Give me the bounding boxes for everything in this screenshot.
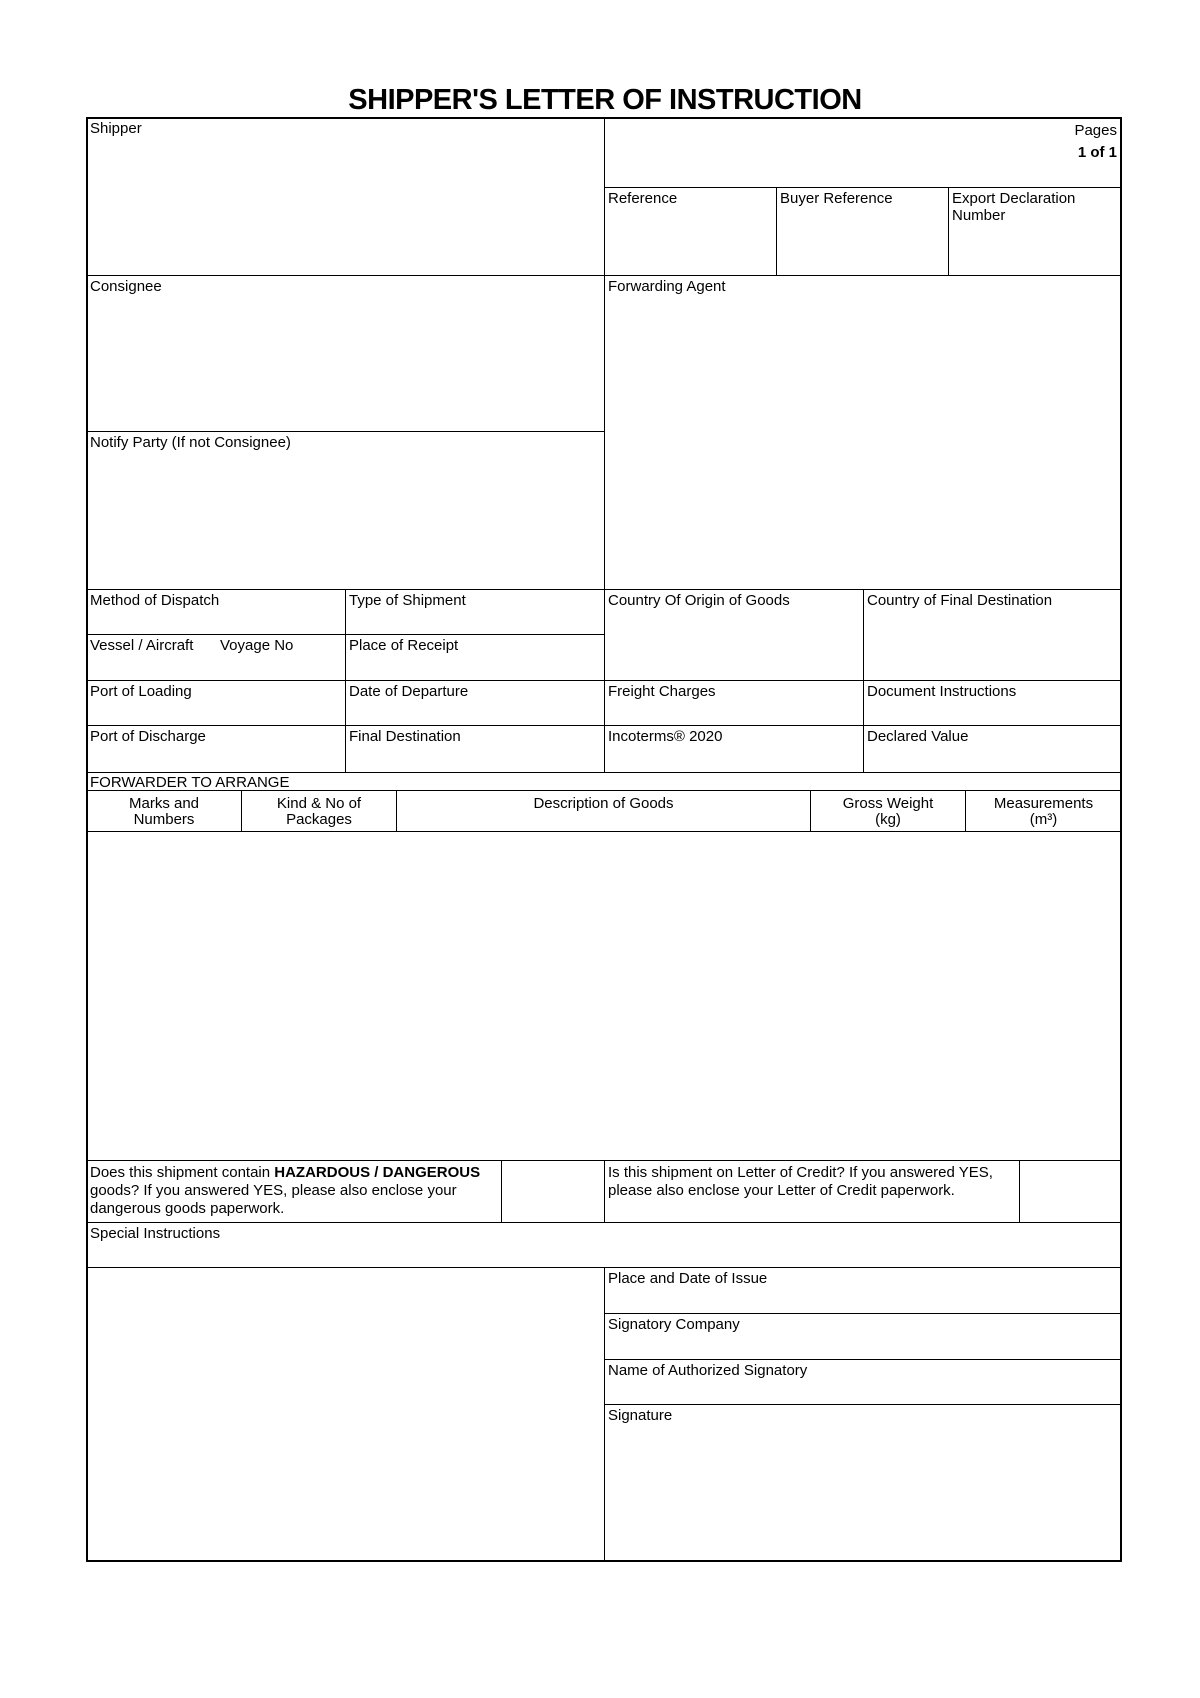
- pages-value: 1 of 1: [1077, 144, 1117, 161]
- goods-header-packages-label: Kind & No of Packages: [276, 795, 362, 828]
- goods-header-measurements: [965, 790, 1122, 832]
- country-final-destination-label: Country of Final Destination: [867, 592, 1053, 609]
- pages-label: Pages: [1074, 122, 1117, 139]
- authorized-signatory-label: Name of Authorized Signatory: [608, 1362, 808, 1379]
- final-destination-field[interactable]: [345, 725, 605, 773]
- date-of-departure-label: Date of Departure: [349, 683, 469, 700]
- incoterms-field[interactable]: [604, 725, 864, 773]
- port-of-loading-label: Port of Loading: [90, 683, 192, 700]
- declared-value-field[interactable]: [863, 725, 1122, 773]
- form-title: SHIPPER'S LETTER OF INSTRUCTION: [348, 84, 862, 116]
- pages-field: [604, 117, 1122, 188]
- signatory-company-label: Signatory Company: [608, 1316, 740, 1333]
- place-date-issue-label: Place and Date of Issue: [608, 1270, 768, 1287]
- goods-header-description-label: Description of Goods: [533, 795, 674, 812]
- bottom-left-area[interactable]: [86, 1267, 605, 1562]
- export-declaration-label: Export Declaration Number: [952, 190, 1076, 224]
- port-of-discharge-field[interactable]: [86, 725, 346, 773]
- pages-indicator: [1074, 120, 1117, 164]
- country-final-destination-field[interactable]: [863, 589, 1122, 681]
- port-of-loading-field[interactable]: [86, 680, 346, 726]
- forwarder-to-arrange-label: FORWARDER TO ARRANGE: [90, 774, 290, 791]
- reference-label: Reference: [608, 190, 678, 207]
- hazardous-answer-box[interactable]: [501, 1160, 605, 1223]
- signature-label: Signature: [608, 1407, 673, 1424]
- consignee-field[interactable]: [86, 275, 605, 432]
- method-of-dispatch-label: Method of Dispatch: [90, 592, 220, 609]
- forwarding-agent-label: Forwarding Agent: [608, 278, 726, 295]
- buyer-reference-field[interactable]: [776, 187, 949, 276]
- goods-header-measurements-label: Measurements (m³): [993, 795, 1094, 828]
- declared-value-label: Declared Value: [867, 728, 969, 745]
- type-of-shipment-field[interactable]: [345, 589, 605, 635]
- consignee-label: Consignee: [90, 278, 162, 295]
- goods-description-area[interactable]: [86, 831, 1122, 1161]
- special-instructions-field[interactable]: [86, 1222, 1122, 1268]
- type-of-shipment-label: Type of Shipment: [349, 592, 466, 609]
- date-of-departure-field[interactable]: [345, 680, 605, 726]
- authorized-signatory-field[interactable]: [604, 1359, 1122, 1405]
- country-of-origin-field[interactable]: [604, 589, 864, 681]
- country-of-origin-label: Country Of Origin of Goods: [608, 592, 790, 609]
- hazardous-question: [86, 1160, 502, 1223]
- document-instructions-field[interactable]: [863, 680, 1122, 726]
- shipper-field[interactable]: [86, 117, 605, 276]
- goods-header-weight: [810, 790, 966, 832]
- letter-of-credit-answer-box[interactable]: [1019, 1160, 1122, 1223]
- goods-header-marks: [86, 790, 242, 832]
- signature-field[interactable]: [604, 1404, 1122, 1562]
- goods-header-packages: [241, 790, 397, 832]
- hazardous-question-text: Does this shipment contain HAZARDOUS / DANGEROUS goods? If you answered YES, please also enclose your dangerous goods paperwork.: [90, 1164, 481, 1217]
- place-of-receipt-field[interactable]: [345, 634, 605, 681]
- notify-party-field[interactable]: [86, 431, 605, 590]
- goods-header-weight-label: Gross Weight (kg): [842, 795, 934, 828]
- reference-field[interactable]: [604, 187, 777, 276]
- goods-header-description: [396, 790, 811, 832]
- freight-charges-label: Freight Charges: [608, 683, 716, 700]
- freight-charges-field[interactable]: [604, 680, 864, 726]
- place-of-receipt-label: Place of Receipt: [349, 637, 459, 654]
- port-of-discharge-label: Port of Discharge: [90, 728, 206, 745]
- goods-header-marks-label: Marks and Numbers: [128, 795, 200, 828]
- forwarding-agent-field[interactable]: [604, 275, 1122, 590]
- shipper-label: Shipper: [90, 120, 142, 137]
- forwarder-to-arrange-row: [86, 772, 1122, 791]
- incoterms-label: Incoterms® 2020: [608, 728, 723, 745]
- document-instructions-label: Document Instructions: [867, 683, 1017, 700]
- export-declaration-field[interactable]: [948, 187, 1122, 276]
- buyer-reference-label: Buyer Reference: [780, 190, 893, 207]
- signatory-company-field[interactable]: [604, 1313, 1122, 1360]
- method-of-dispatch-field[interactable]: [86, 589, 346, 635]
- voyage-no-label: Voyage No: [220, 637, 294, 654]
- letter-of-credit-question: [604, 1160, 1020, 1223]
- final-destination-label: Final Destination: [349, 728, 461, 745]
- special-instructions-label: Special Instructions: [90, 1225, 221, 1242]
- vessel-voyage-field[interactable]: [86, 634, 346, 681]
- vessel-aircraft-label: Vessel / Aircraft: [90, 637, 194, 654]
- letter-of-credit-question-text: Is this shipment on Letter of Credit? If you answered YES, please also enclose your Letter of Credit paperwork.: [608, 1164, 993, 1199]
- notify-party-label: Notify Party (If not Consignee): [90, 434, 291, 451]
- place-date-issue-field[interactable]: [604, 1267, 1122, 1314]
